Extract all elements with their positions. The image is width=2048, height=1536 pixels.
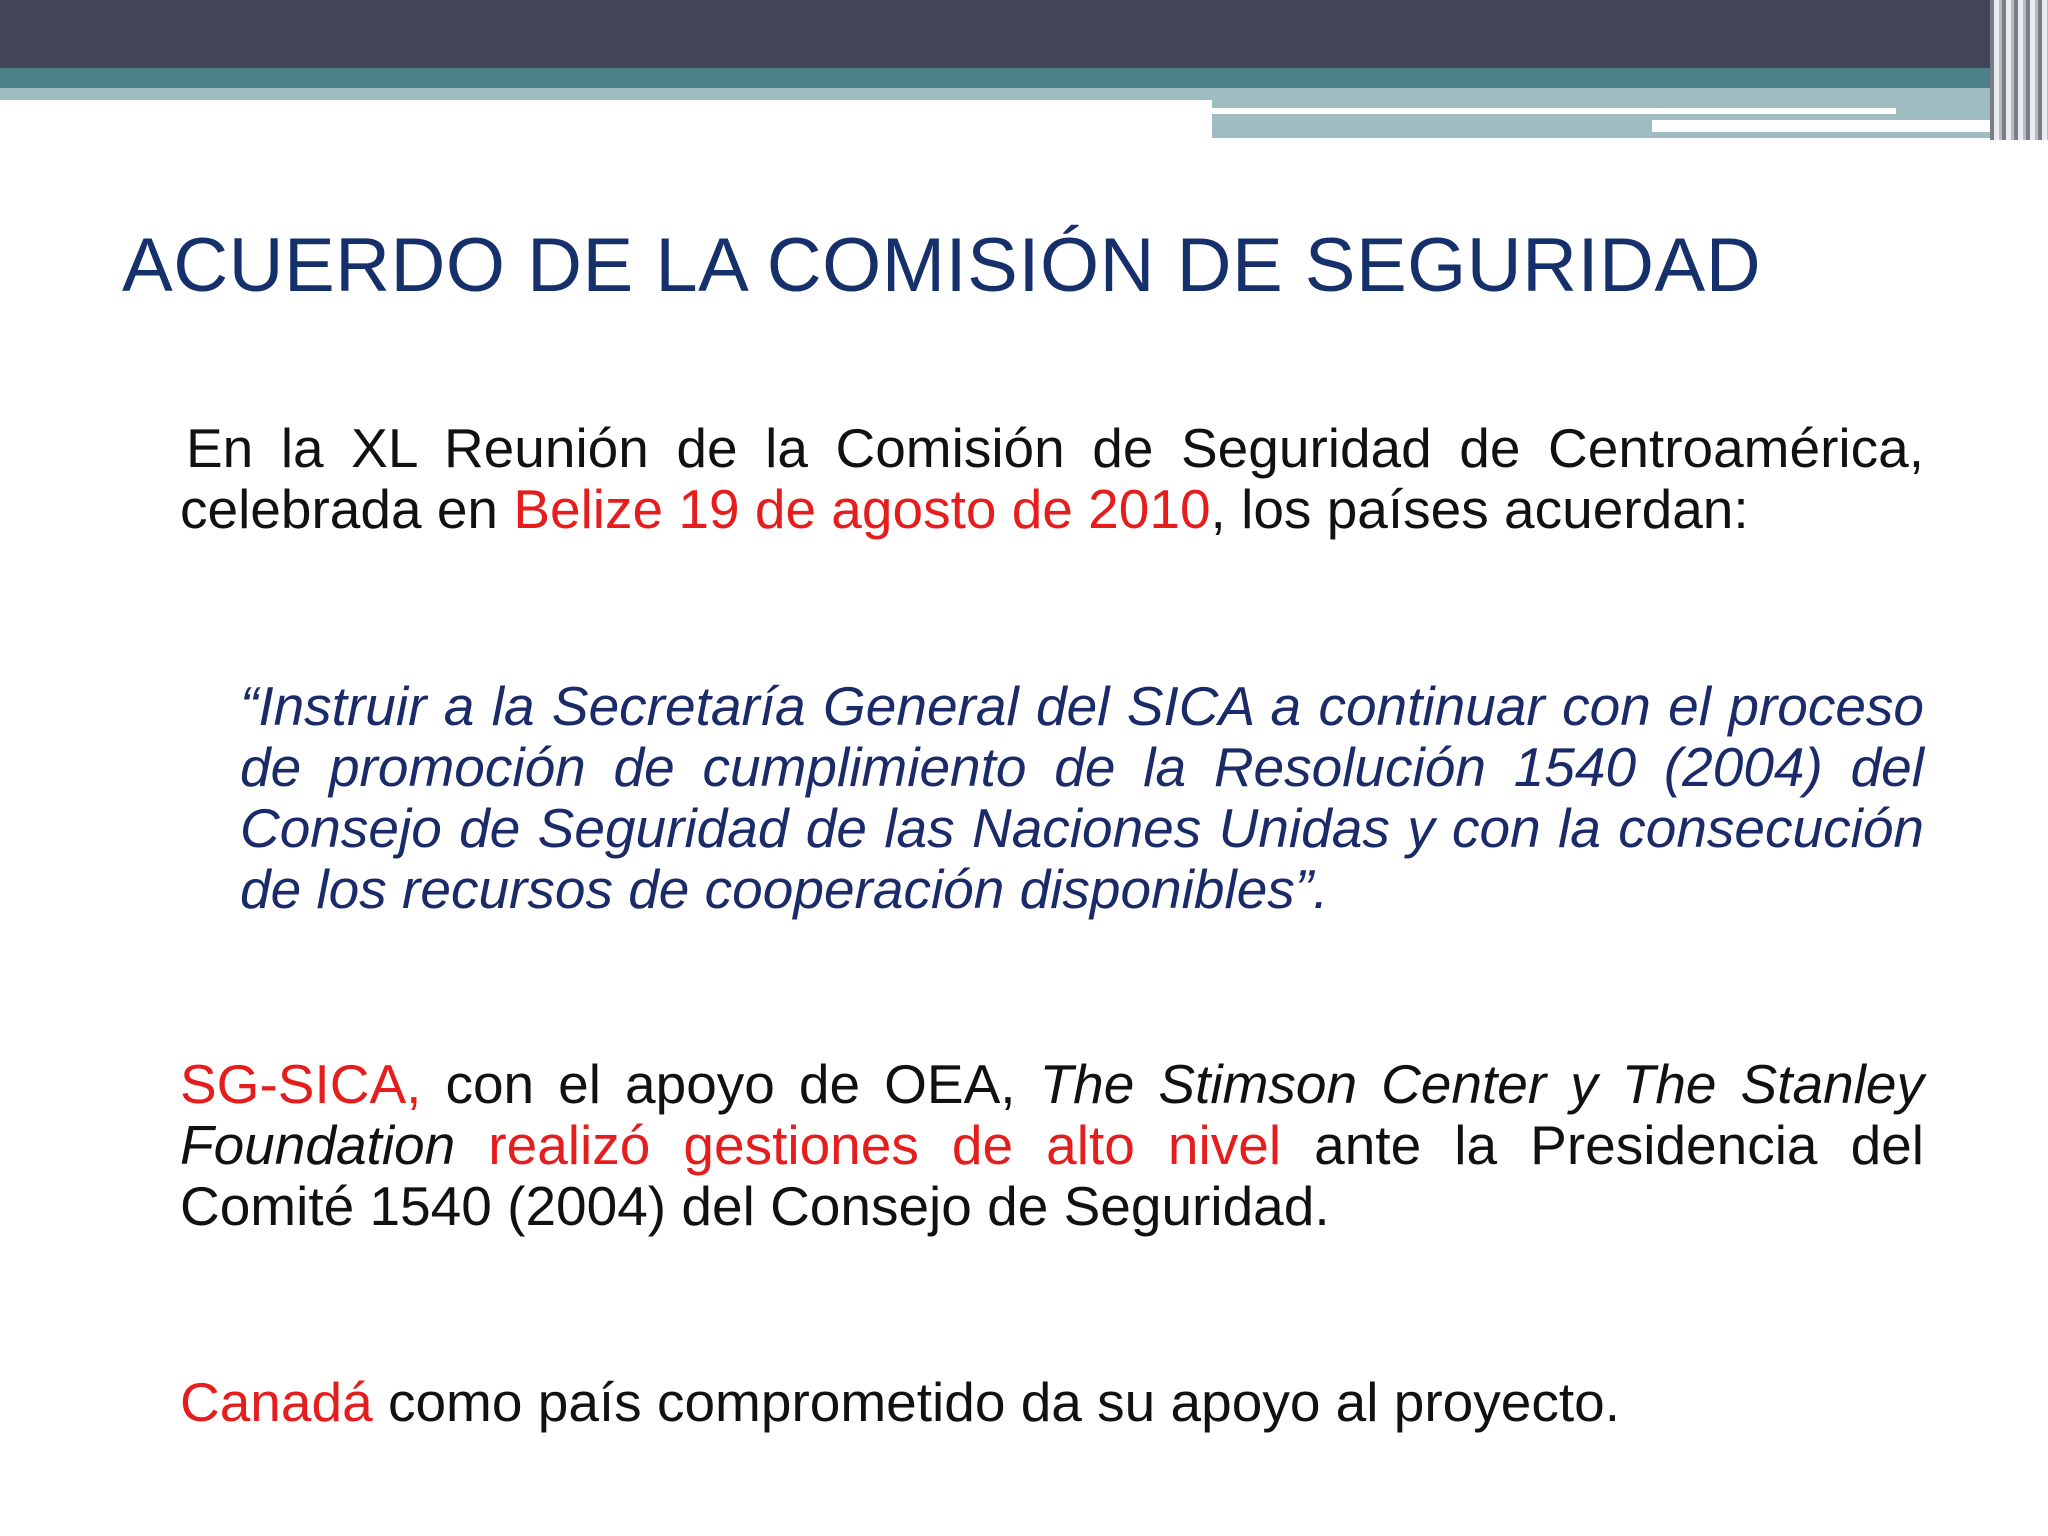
header-line-white-short xyxy=(1652,120,2048,132)
header-bar-dark xyxy=(0,0,2048,68)
paragraph-meeting xyxy=(180,418,1924,540)
corner-stripes-decoration xyxy=(1990,0,2048,140)
paragraph-canada xyxy=(180,1372,1924,1433)
paragraph-sgsica xyxy=(180,1054,1924,1237)
partners-italic: The Stimson Center y The Stanley Foundation xyxy=(180,1053,1924,1176)
meeting-date-highlight: Belize 19 de agosto de 2010 xyxy=(513,478,1211,540)
sgsica-highlight: SG-SICA, xyxy=(180,1053,422,1115)
actions-highlight: realizó gestiones de alto nivel xyxy=(488,1114,1282,1176)
paragraph-sgsica-text-2: ante la Presidencia del Comité 1540 (2004) del Consejo de Seguridad. xyxy=(180,1114,1924,1237)
paragraph-meeting-text-1: En la XL Reunión de la Comisión de Seguridad de Centroamérica, celebrada en xyxy=(180,417,1924,540)
agreement-quote: “Instruir a la Secretaría General del SICA a continuar con el proceso de promoción de cumplimiento de la Resolución 1540 (2004) del Consejo de Seguridad de las Naciones Unidas y con la consecución de los recursos de cooperación disponibles”. xyxy=(240,675,1924,920)
canada-highlight: Canadá xyxy=(180,1371,373,1433)
paragraph-meeting-text-2: , los países acuerdan: xyxy=(1210,478,1749,540)
header-bar-light xyxy=(0,88,1212,100)
header-line-white xyxy=(1212,108,1896,114)
slide-title: ACUERDO DE LA COMISIÓN DE SEGURIDAD xyxy=(122,223,1762,308)
paragraph-canada-text: como país comprometido da su apoyo al proyecto. xyxy=(372,1371,1621,1433)
paragraph-sgsica-space xyxy=(455,1114,488,1176)
paragraph-sgsica-text-1: con el apoyo de OEA, xyxy=(421,1053,1040,1115)
header-bar-teal xyxy=(0,68,2048,88)
